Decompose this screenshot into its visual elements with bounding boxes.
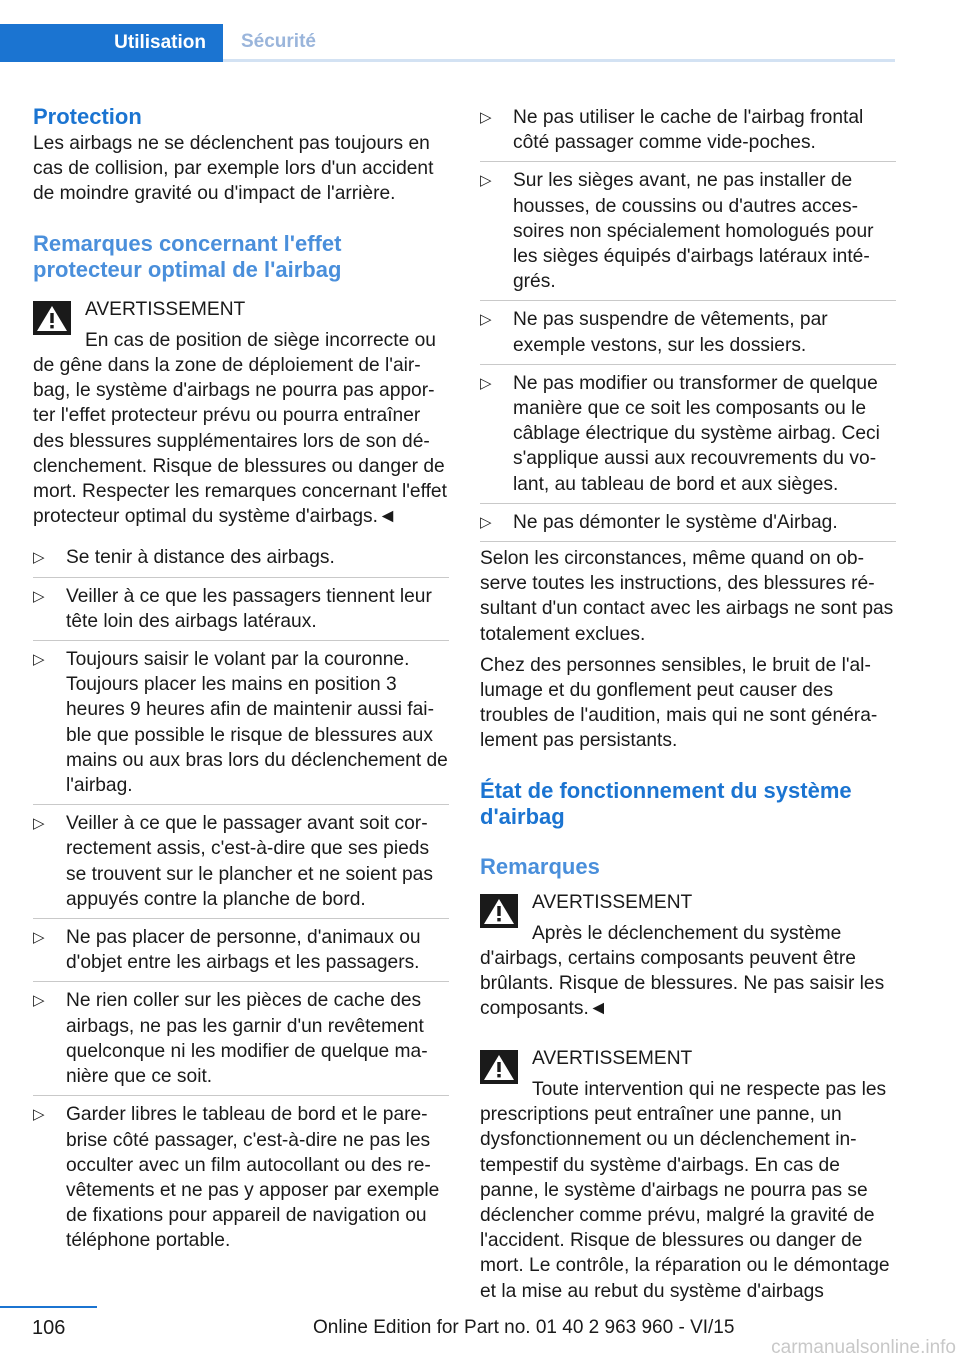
bullet-arrow-icon: ▷ <box>33 548 45 567</box>
list-item <box>480 168 896 301</box>
heading-remarks: Remarques concernant l'effet protecteur optimal de l'airbag <box>33 230 342 282</box>
bullet-arrow-icon: ▷ <box>33 1105 45 1124</box>
warning-block-2 <box>480 890 896 1022</box>
bullet-arrow-icon: ▷ <box>480 171 492 190</box>
heading-airbag-state: État de fonctionnement du système d'airbag <box>480 777 852 829</box>
list-item <box>33 1102 449 1259</box>
warning-triangle-icon <box>480 894 518 928</box>
list-item-text: Toujours saisir le volant par la couronne. Toujours placer les mains en position 3 heures 9 heures afin de maintenir aussi faible que possible le risque de blessures aux mains ou aux bras lors du déclenchement de l'airbag. <box>66 649 448 797</box>
paragraph-protection: Les airbags ne se déclenchent pas toujours en cas de collision, par exemple lors d'un accident de moindre gravité ou d'impact de l'arrière. <box>33 133 434 205</box>
watermark-link[interactable]: carmanualsonline.info <box>771 1337 956 1358</box>
list-item-text: Ne pas démonter le système d'Airbag. <box>513 511 838 533</box>
heading-protection: Protection <box>33 104 142 129</box>
tab-securite[interactable]: Sécurité <box>241 30 316 52</box>
bullet-arrow-icon: ▷ <box>480 108 492 126</box>
list-item <box>33 545 449 577</box>
edition-info: Online Edition for Part no. 01 40 2 963 960 - VI/15 <box>313 1317 735 1338</box>
bullet-arrow-icon: ▷ <box>480 373 492 392</box>
header-tabbar <box>0 24 895 62</box>
list-item-text: Se tenir à distance des airbags. <box>66 547 335 569</box>
warning-triangle-icon <box>33 301 71 335</box>
list-item-text: Ne rien coller sur les pièces de cache des airbags, ne pas les garnir d'un revêtement quelconque ni les modifier de quelque manière que ce soit. <box>66 990 428 1088</box>
bullet-arrow-icon: ▷ <box>33 991 45 1010</box>
list-item <box>480 510 896 541</box>
bullet-arrow-icon: ▷ <box>33 928 45 947</box>
bullet-arrow-icon: ▷ <box>480 512 492 531</box>
list-item <box>33 988 449 1096</box>
warning-1-body: En cas de position de siège incorrecte ou de gêne dans la zone de déploiement de l'airbag, le système d'airbags ne pourra pas apporter l'effet protecteur prévu ou pourra entraîner des blessures supplémentaires lors de son déclenchement. Risque de blessures ou danger de mort. Respecter les remarques concernant l'effet protecteur optimal du système d'airbags.◄ <box>33 329 447 528</box>
list-item <box>33 647 449 805</box>
left-column <box>33 100 449 1260</box>
page-number: 106 <box>32 1317 66 1339</box>
tab-utilisation[interactable]: Utilisation <box>0 24 223 62</box>
list-item-text: Ne pas modifier ou transformer de quelque manière que ce soit les composants ou le câblage électrique du système airbag. Ceci s'applique aussi aux recouvrements du volant, au tableau de bord et aux sièges. <box>513 372 880 495</box>
heading-notes: Remarques <box>480 853 600 879</box>
list-item-text: Veiller à ce que les passagers tiennent leur tête loin des airbags latéraux. <box>66 585 432 632</box>
list-item <box>33 925 449 982</box>
list-item <box>33 811 449 919</box>
bullet-arrow-icon: ▷ <box>480 310 492 329</box>
list-item-text: Veiller à ce que le passager avant soit correctement assis, c'est-à-dire que ses pieds se trouvent sur le plancher et ne soient pas appuyés contre la planche de bord. <box>66 813 433 910</box>
warning-triangle-icon <box>480 1050 518 1084</box>
warning-1-title: AVERTISSEMENT <box>85 298 246 320</box>
bullet-arrow-icon: ▷ <box>33 650 45 669</box>
warning-2-title: AVERTISSEMENT <box>532 891 693 913</box>
warning-2-body: Après le déclenchement du système d'airbags, certains composants peuvent être brûlants. Risque de blessures. Ne pas saisir les composants.◄ <box>480 922 885 1020</box>
list-item-text: Ne pas suspendre de vêtements, par exemple vestons, sur les dossiers. <box>513 309 828 356</box>
list-item <box>480 105 896 162</box>
left-bullet-list <box>33 545 449 1259</box>
warning-3-body: Toute intervention qui ne respecte pas les prescriptions peut entraîner une panne, un dysfonctionnement ou un déclenchement intempestif du système d'airbags. En cas de panne, le système d'airbags ne pourra pas se déclencher comme prévu, malgré la gravité de l'accident. Risque de blessures ou danger de mort. Le contrôle, la réparation ou le démontage et la mise au rebut du système d'airbags <box>480 1078 890 1302</box>
list-item <box>480 307 896 364</box>
list-item-text: Garder libres le tableau de bord et le pare-brise côté passager, c'est-à-dire ne pas les occulter avec un film autocollant ou des revêtements et ne pas y apposer par exemple de fixations pour appareil de navigation ou téléphone portable. <box>66 1104 440 1252</box>
list-item <box>33 584 449 641</box>
paragraph-circumstances: Selon les circonstances, même quand on observe toutes les instructions, des blessures résultant d'un contact avec les airbags ne sont pas totalement exclues. <box>480 548 894 645</box>
list-item <box>480 371 896 504</box>
list-item-text: Ne pas utiliser le cache de l'airbag frontal côté passager comme vide-poches. <box>513 107 864 154</box>
footer-accent-line <box>0 1306 97 1308</box>
list-end-divider <box>480 541 896 542</box>
list-item-text: Sur les sièges avant, ne pas installer de housses, de coussins ou d'autres accessoires non spécialement homologués pour les sièges équipés d'airbags latéraux intégrés. <box>513 170 874 293</box>
warning-block-3 <box>480 1046 896 1304</box>
right-column <box>480 100 896 1304</box>
paragraph-sensitive: Chez des personnes sensibles, le bruit de l'allumage et du gonflement peut causer des troubles de l'audition, mais qui ne sont généralement pas persistants. <box>480 654 878 752</box>
bullet-arrow-icon: ▷ <box>33 586 45 605</box>
bullet-arrow-icon: ▷ <box>33 814 45 833</box>
warning-block-1 <box>33 297 449 530</box>
list-item-text: Ne pas placer de personne, d'animaux ou d'objet entre les airbags et les passagers. <box>66 927 421 974</box>
warning-3-title: AVERTISSEMENT <box>532 1047 693 1069</box>
right-bullet-list <box>480 105 896 541</box>
